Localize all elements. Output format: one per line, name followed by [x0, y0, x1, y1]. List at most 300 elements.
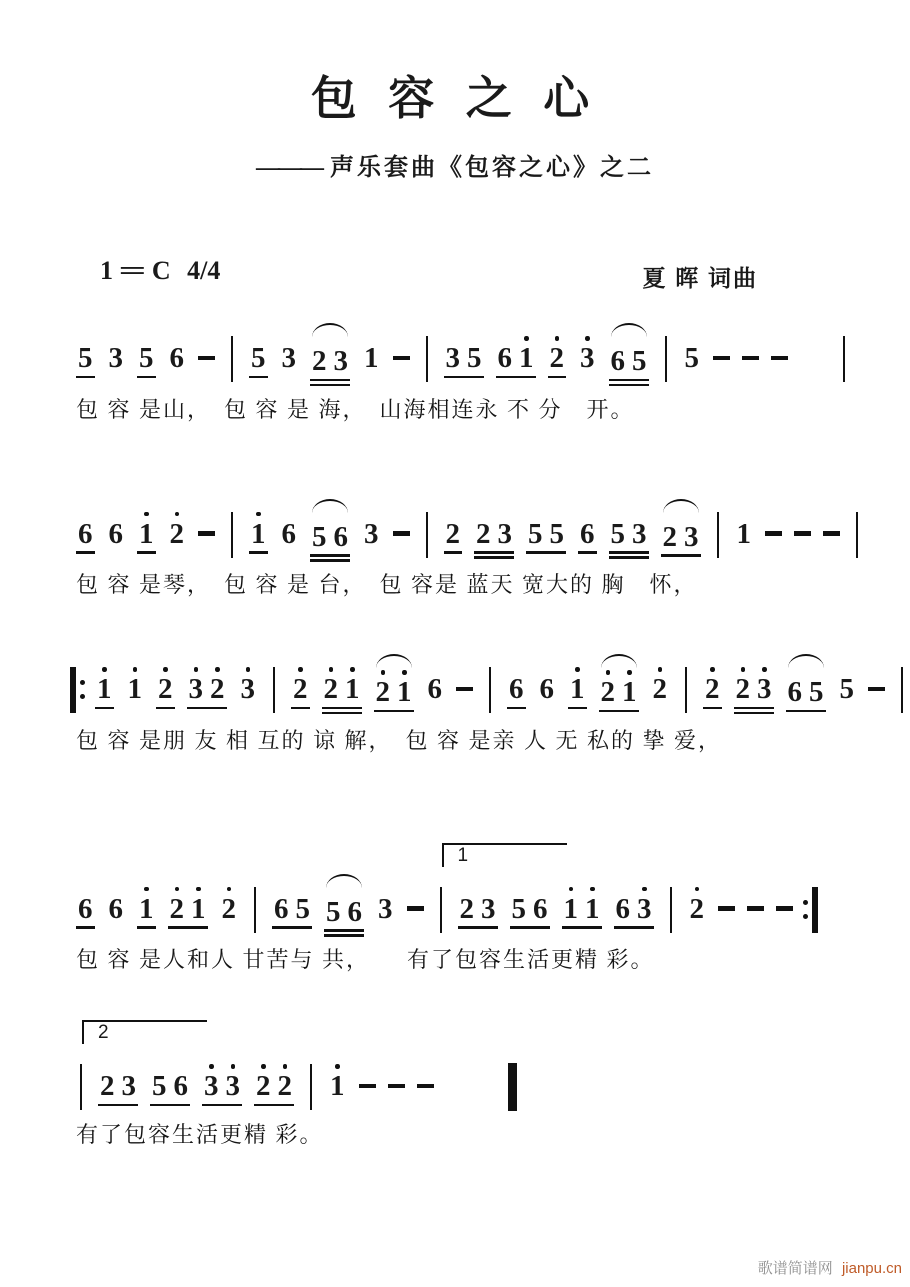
slur-space — [200, 498, 213, 510]
note-figures — [526, 510, 566, 549]
note-digit: 6 — [78, 892, 93, 925]
score-line — [70, 1022, 855, 1149]
slur-space — [78, 322, 93, 334]
beam-underline — [734, 707, 774, 710]
note-figure — [540, 665, 555, 704]
rest-dash — [765, 498, 782, 563]
note-figures — [168, 510, 187, 549]
note — [651, 653, 670, 718]
note-digit: 1 — [622, 676, 637, 708]
slur-space — [720, 873, 733, 885]
note — [220, 873, 239, 938]
note — [280, 322, 299, 387]
note-figure — [334, 337, 349, 376]
measure — [243, 498, 416, 566]
note-figure — [498, 334, 513, 373]
note-digit: 2 — [323, 673, 338, 705]
rest-dash — [393, 322, 410, 387]
note-digit: 2 — [662, 520, 677, 553]
slur-space — [419, 1050, 432, 1062]
slur-arc — [788, 654, 824, 668]
slur-space — [409, 873, 422, 885]
note-figure — [348, 888, 363, 927]
beam-underline — [599, 710, 639, 713]
note-group — [150, 1050, 190, 1115]
note-figure — [446, 510, 461, 549]
beam-underline — [444, 551, 463, 554]
beam-underline — [310, 559, 350, 562]
note-digit: 6 — [347, 895, 362, 928]
note-digit: 1 — [345, 673, 360, 705]
note-figure — [519, 334, 534, 373]
rest-dash — [868, 653, 885, 718]
volta-bracket: 1 — [442, 843, 567, 867]
slur-arc — [663, 499, 699, 513]
slur-space — [580, 322, 595, 334]
note-group — [322, 653, 362, 718]
beam-underline — [98, 1104, 138, 1107]
note — [168, 498, 187, 563]
note-figure — [139, 510, 154, 549]
rest-dash — [388, 1050, 405, 1115]
note-digit: 1 — [585, 892, 600, 925]
rest-dash — [198, 498, 215, 563]
note-digit: 5 — [295, 892, 310, 925]
note-figure — [757, 665, 772, 704]
note-digit: 2 — [221, 892, 236, 925]
octave-dot — [227, 887, 232, 892]
underline-row — [786, 710, 826, 721]
note-digit: 6 — [787, 676, 802, 708]
beam-underline — [786, 710, 826, 713]
duration-dash — [417, 1084, 434, 1089]
note-digit: 3 — [378, 892, 393, 925]
note-figure — [170, 885, 185, 924]
note-figure — [97, 665, 112, 704]
duration-dash — [776, 906, 793, 911]
beam-underline — [254, 1104, 294, 1107]
key-note: C — [151, 256, 171, 285]
dash-area — [765, 519, 782, 549]
beam-underline — [168, 926, 208, 929]
note-figure — [509, 665, 524, 704]
beam-underline — [734, 712, 774, 715]
dash-area — [823, 519, 840, 549]
note-figure — [622, 668, 637, 707]
note-digit: 3 — [204, 1070, 219, 1102]
composer-credit: 夏 晖 词曲 — [642, 266, 758, 291]
barline — [440, 887, 442, 933]
underline-row — [168, 926, 208, 937]
slur-space — [653, 653, 668, 665]
note-digit: 3 — [240, 673, 255, 705]
note — [107, 873, 126, 938]
notes-row — [70, 498, 855, 566]
slur-space — [139, 873, 154, 885]
note-figure — [364, 334, 379, 373]
barline — [231, 512, 233, 558]
note-figures — [280, 334, 299, 373]
slur-space — [744, 322, 757, 334]
slur-space — [364, 498, 379, 510]
slur-space — [251, 498, 266, 510]
note-digit: 2 — [705, 673, 720, 705]
note-digit: 6 — [610, 345, 625, 377]
note-figure — [330, 1062, 345, 1101]
note-group — [614, 873, 654, 938]
beam-underline — [76, 926, 95, 929]
underline-row — [324, 929, 364, 940]
note-group — [609, 498, 649, 563]
note-group — [98, 1050, 138, 1115]
note-digit: 2 — [445, 517, 460, 550]
note — [578, 322, 597, 387]
note — [95, 653, 114, 718]
note-digit: 6 — [108, 517, 123, 550]
underline-row — [137, 376, 156, 387]
note-figures — [496, 334, 536, 373]
octave-dot — [133, 667, 138, 672]
slur-space — [152, 1050, 188, 1062]
beam-underline — [310, 554, 350, 557]
note-digit: 5 — [809, 676, 824, 708]
note-figure — [251, 510, 266, 549]
barline — [685, 667, 687, 713]
note — [76, 873, 95, 938]
note-figure — [122, 1062, 137, 1101]
measure — [70, 322, 221, 387]
duration-dash — [713, 356, 730, 361]
note — [838, 653, 857, 718]
note-group — [254, 1050, 294, 1115]
note-figure — [334, 513, 349, 552]
lyrics-line: 包 容 是琴， 包 容 是 台， 包 容是 蓝天 宽大的 胸 怀， — [76, 572, 698, 597]
octave-dot — [555, 336, 560, 341]
note-figure — [690, 885, 705, 924]
note-digit: 2 — [689, 892, 704, 925]
barline — [856, 512, 858, 558]
slur-arc — [312, 499, 348, 513]
underline-row — [95, 707, 114, 718]
note-figure — [550, 334, 565, 373]
octave-dot — [335, 1064, 340, 1069]
slur-space — [170, 322, 185, 334]
note-figures — [614, 885, 654, 924]
slur-space — [109, 498, 124, 510]
note-digit: 3 — [684, 520, 699, 553]
measure — [285, 653, 479, 721]
note-figures — [187, 665, 227, 704]
note-figures — [156, 665, 175, 704]
rest-dash — [417, 1050, 434, 1115]
beam-underline — [76, 376, 95, 379]
underline-row — [249, 376, 268, 387]
note-digit: 5 — [152, 1070, 167, 1102]
note-group — [474, 498, 514, 563]
note-figure — [78, 885, 93, 924]
slur-space — [540, 653, 555, 665]
note-digit: 1 — [139, 892, 154, 925]
note-digit: 5 — [467, 342, 482, 374]
barline — [310, 1064, 312, 1110]
note-figure — [109, 510, 124, 549]
beam-underline — [562, 926, 602, 929]
duration-dash — [747, 906, 764, 911]
underline-row — [76, 376, 95, 387]
underline-row — [198, 551, 215, 562]
note-figure — [345, 665, 360, 704]
underline-row — [838, 707, 857, 718]
octave-dot — [710, 667, 715, 672]
underline-row — [202, 1104, 242, 1115]
beam-underline — [249, 551, 268, 554]
slur-space — [274, 873, 310, 885]
note-figure — [222, 885, 237, 924]
underline-row — [393, 551, 410, 562]
octave-dot — [196, 887, 201, 892]
slur-space — [170, 873, 206, 885]
note-figures — [568, 665, 587, 704]
slur-space — [200, 322, 213, 334]
slur-space — [715, 322, 728, 334]
note-figure — [736, 665, 751, 704]
beam-underline — [249, 376, 268, 379]
note-figures — [107, 334, 126, 373]
note-digit: 1 — [519, 342, 534, 374]
underline-row — [137, 551, 156, 562]
note-figures — [548, 334, 567, 373]
beam-underline — [609, 379, 649, 382]
note — [362, 498, 381, 563]
rest-dash — [718, 873, 735, 938]
beam-underline — [609, 551, 649, 554]
note-digit: 1 — [397, 676, 412, 708]
duration-dash — [823, 531, 840, 536]
dash-area — [794, 519, 811, 549]
octave-dot — [144, 512, 149, 517]
rest-dash — [713, 322, 730, 387]
note-figure — [152, 1062, 167, 1101]
note-figures — [95, 665, 114, 704]
note-figures — [150, 1062, 190, 1101]
slur-space — [128, 653, 143, 665]
underline-row — [310, 379, 350, 390]
dash-area — [417, 1071, 434, 1101]
note — [507, 653, 526, 718]
note — [76, 498, 95, 563]
note-digit: 5 — [684, 342, 699, 374]
note-group — [599, 653, 639, 721]
note-digit: 2 — [600, 676, 615, 708]
note-figures — [426, 665, 445, 704]
beam-underline — [324, 929, 364, 932]
note-figure — [498, 510, 513, 549]
note-figures — [328, 1062, 347, 1101]
note-digit: 2 — [277, 1070, 292, 1102]
rest-dash — [776, 873, 793, 938]
slur-space — [509, 653, 524, 665]
notes-row — [70, 322, 855, 390]
note-digit: 3 — [121, 1070, 136, 1102]
duration-dash — [407, 906, 424, 911]
note-digit: 5 — [251, 342, 266, 374]
lyrics-line: 有了包容生活更精 彩。 — [76, 1121, 324, 1147]
note-figure — [282, 334, 297, 373]
slur-space — [778, 873, 791, 885]
octave-dot — [569, 887, 574, 892]
underline-row — [220, 926, 239, 937]
note — [249, 322, 268, 387]
note-digit: 3 — [632, 517, 647, 550]
beam-underline — [322, 712, 362, 715]
underline-row — [310, 554, 350, 565]
note-figure — [139, 885, 154, 924]
note-figure — [632, 337, 647, 376]
beam-underline — [578, 551, 597, 554]
note-digit: 3 — [481, 892, 496, 925]
beam-underline — [507, 707, 526, 710]
slur-space — [773, 322, 786, 334]
note-figure — [170, 334, 185, 373]
note-figures — [651, 665, 670, 704]
note-digit: 3 — [757, 673, 772, 705]
beam-underline — [156, 707, 175, 710]
slur-space — [705, 653, 720, 665]
beam-underline — [510, 926, 550, 929]
underline-row — [609, 379, 649, 390]
note-digit: 1 — [364, 342, 379, 374]
underline-row — [362, 551, 381, 562]
volta-bracket: 2 — [82, 1020, 207, 1044]
measure — [452, 844, 660, 938]
octave-dot — [246, 667, 251, 672]
underline-row — [562, 926, 602, 937]
slur-space — [550, 322, 565, 334]
note-figure — [550, 510, 565, 549]
duration-dash — [198, 356, 215, 361]
note-digit: 3 — [225, 1070, 240, 1102]
underline-row — [280, 376, 299, 387]
dash-area — [388, 1071, 405, 1101]
beam-underline — [322, 707, 362, 710]
note-figures — [474, 510, 514, 549]
repeat-end-sign — [799, 873, 818, 933]
note-digit: 1 — [97, 673, 112, 705]
note-figure — [189, 665, 204, 704]
underline-row — [107, 551, 126, 562]
note-figures — [703, 665, 722, 704]
slur-space — [97, 653, 112, 665]
barline — [717, 512, 719, 558]
note — [291, 653, 310, 718]
underline-row — [742, 376, 759, 387]
note-figures — [202, 1062, 242, 1101]
note-figure — [428, 665, 443, 704]
note — [126, 653, 145, 718]
note-figures — [98, 1062, 138, 1101]
slur-space — [690, 873, 705, 885]
note-figures — [220, 885, 239, 924]
note-group — [458, 873, 498, 938]
note — [426, 653, 445, 718]
octave-dot — [283, 1064, 288, 1069]
slur-space — [395, 498, 408, 510]
underline-row — [137, 926, 156, 937]
note-figures — [734, 665, 774, 704]
beam-underline — [95, 707, 114, 710]
note-figure — [684, 513, 699, 552]
note-figure — [705, 665, 720, 704]
slur-space — [293, 653, 308, 665]
duration-dash — [359, 1084, 376, 1089]
key-signature — [100, 256, 220, 286]
measure — [243, 322, 416, 390]
note-figures — [444, 510, 463, 549]
note-figure — [809, 668, 824, 707]
beam-underline — [474, 551, 514, 554]
barline — [273, 667, 275, 713]
lyrics-line: 包 容 是人和人 甘苦与 共， 有了包容生活更精 彩。 — [76, 947, 655, 972]
measure — [501, 653, 675, 721]
rest-dash — [823, 498, 840, 563]
note-figures — [838, 665, 857, 704]
note-figure — [533, 885, 548, 924]
slur-space — [825, 498, 838, 510]
slur-space — [460, 873, 496, 885]
repeat-dots — [80, 680, 85, 713]
underline-row — [76, 551, 95, 562]
slur-space — [616, 873, 652, 885]
note — [538, 653, 557, 718]
underline-row — [578, 551, 597, 562]
slur-space — [458, 653, 471, 665]
underline-row — [444, 551, 463, 562]
note-figures — [735, 510, 754, 549]
slur-space — [241, 653, 256, 665]
watermark — [758, 1257, 902, 1278]
note-digit: 1 — [570, 673, 585, 705]
note-group — [526, 498, 566, 563]
octave-dot — [402, 670, 407, 675]
subtitle-dash: ——— — [256, 155, 322, 181]
note-digit: 6 — [497, 342, 512, 374]
slur-space — [570, 653, 585, 665]
underline-row — [156, 707, 175, 718]
note-group — [168, 873, 208, 938]
underline-row — [388, 1104, 405, 1115]
underline-row — [150, 1104, 190, 1115]
underline-row — [328, 1104, 347, 1115]
underline-row — [107, 376, 126, 387]
slur-arc — [611, 323, 647, 337]
note-figure — [109, 334, 124, 373]
dash-area — [747, 894, 764, 924]
underline-row — [548, 376, 567, 387]
underline-row — [376, 926, 395, 937]
note-group — [562, 873, 602, 938]
note-group — [444, 322, 484, 387]
note — [683, 322, 702, 387]
note-digit: 5 — [511, 892, 526, 925]
note-digit: 6 — [169, 342, 184, 374]
underline-row — [393, 376, 410, 387]
note — [168, 322, 187, 387]
beam-underline — [661, 554, 701, 557]
note — [137, 498, 156, 563]
slur-space — [749, 873, 762, 885]
note-figure — [840, 665, 855, 704]
note-digit: 2 — [210, 673, 225, 705]
